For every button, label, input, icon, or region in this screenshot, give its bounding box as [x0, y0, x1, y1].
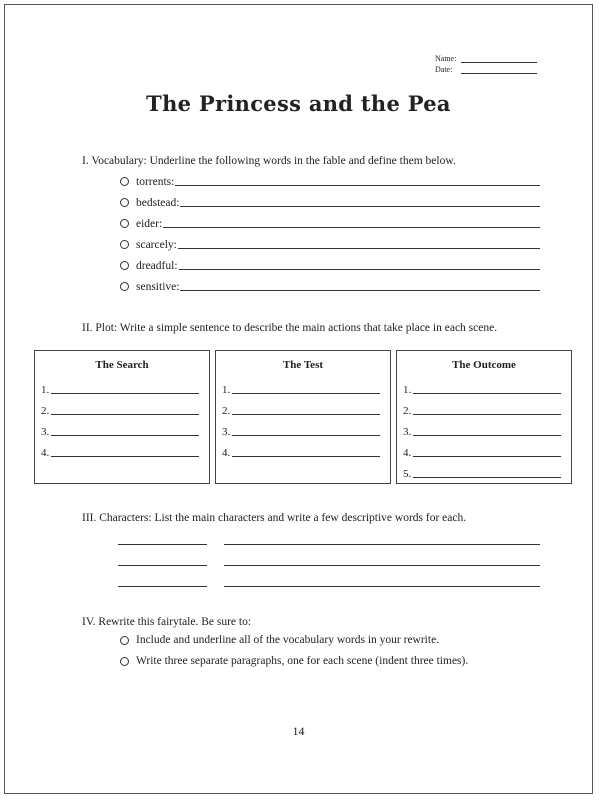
vocab-item-sensitive[interactable] — [120, 279, 540, 293]
vocabulary-heading: I. Vocabulary: Underline the following words in the fable and define them below. — [82, 155, 456, 167]
answer-line[interactable] — [232, 456, 380, 457]
answer-line[interactable] — [51, 456, 199, 457]
answer-line[interactable] — [51, 435, 199, 436]
definition-line[interactable] — [180, 290, 540, 291]
answer-line[interactable] — [413, 456, 561, 457]
character-description-line[interactable] — [224, 545, 540, 566]
rewrite-heading: IV. Rewrite this fairytale. Be sure to: — [82, 616, 252, 628]
circle-bullet-icon[interactable] — [120, 657, 129, 666]
circle-bullet-icon[interactable] — [120, 636, 129, 645]
name-line[interactable] — [461, 53, 537, 63]
definition-line[interactable] — [163, 227, 540, 228]
plot-line[interactable] — [403, 459, 571, 480]
worksheet-page — [4, 4, 593, 794]
character-name-line[interactable] — [118, 524, 207, 545]
plot-line[interactable] — [41, 396, 209, 417]
plot-box-title: The Outcome — [452, 359, 516, 371]
line-number: 3. — [41, 426, 50, 438]
line-number: 4. — [41, 447, 50, 459]
answer-line[interactable] — [232, 435, 380, 436]
definition-line[interactable] — [178, 248, 540, 249]
character-row — [118, 566, 540, 586]
line-number: 1. — [403, 384, 412, 396]
plot-box-outcome — [396, 350, 572, 484]
rewrite-instruction[interactable] — [120, 655, 468, 667]
name-field[interactable] — [435, 52, 537, 63]
answer-line[interactable] — [413, 393, 561, 394]
character-row — [118, 545, 540, 565]
page-title: The Princess and the Pea — [146, 91, 451, 116]
answer-line[interactable] — [413, 435, 561, 436]
circle-bullet-icon[interactable] — [120, 198, 129, 207]
date-line[interactable] — [461, 64, 537, 74]
answer-line[interactable] — [413, 477, 561, 478]
plot-box-title: The Test — [282, 359, 324, 371]
vocab-word: torrents: — [136, 176, 175, 188]
line-number: 1. — [222, 384, 231, 396]
character-name-line[interactable] — [118, 545, 207, 566]
plot-line[interactable] — [403, 417, 571, 438]
vocab-item-torrents[interactable] — [120, 174, 540, 188]
characters-heading: III. Characters: List the main characters and write a few descriptive words for each. — [82, 512, 467, 524]
line-number: 2. — [403, 405, 412, 417]
plot-line[interactable] — [222, 438, 390, 459]
rewrite-instruction[interactable] — [120, 634, 439, 646]
line-number: 4. — [222, 447, 231, 459]
definition-line[interactable] — [179, 269, 540, 270]
vocab-word: scarcely: — [136, 239, 177, 251]
date-field[interactable] — [435, 63, 537, 74]
plot-line[interactable] — [403, 438, 571, 459]
line-number: 5. — [403, 468, 412, 480]
plot-line[interactable] — [222, 417, 390, 438]
plot-line[interactable] — [222, 375, 390, 396]
circle-bullet-icon[interactable] — [120, 282, 129, 291]
plot-box-search — [34, 350, 210, 484]
line-number: 4. — [403, 447, 412, 459]
vocab-item-bedstead[interactable] — [120, 195, 540, 209]
vocab-word: eider: — [136, 218, 163, 230]
circle-bullet-icon[interactable] — [120, 261, 129, 270]
answer-line[interactable] — [51, 393, 199, 394]
answer-line[interactable] — [232, 414, 380, 415]
character-name-line[interactable] — [118, 566, 207, 587]
character-description-line[interactable] — [224, 524, 540, 545]
plot-heading: II. Plot: Write a simple sentence to describe the main actions that take place in each scene. — [82, 322, 498, 334]
name-date-fields — [435, 52, 537, 74]
line-number: 3. — [403, 426, 412, 438]
vocab-word: sensitive: — [136, 281, 180, 293]
vocab-word: dreadful: — [136, 260, 178, 272]
page-number: 14 — [292, 724, 305, 738]
line-number: 2. — [222, 405, 231, 417]
plot-line[interactable] — [403, 375, 571, 396]
vocab-item-eider[interactable] — [120, 216, 540, 230]
plot-line[interactable] — [41, 375, 209, 396]
line-number: 1. — [41, 384, 50, 396]
instruction-text: Write three separate paragraphs, one for each scene (indent three times). — [136, 655, 469, 667]
character-description-line[interactable] — [224, 566, 540, 587]
plot-line[interactable] — [222, 396, 390, 417]
plot-box-title: The Search — [95, 359, 149, 371]
circle-bullet-icon[interactable] — [120, 219, 129, 228]
answer-line[interactable] — [232, 393, 380, 394]
vocab-item-dreadful[interactable] — [120, 258, 540, 272]
definition-line[interactable] — [175, 185, 540, 186]
line-number: 2. — [41, 405, 50, 417]
character-row — [118, 524, 540, 544]
name-label: Name: — [435, 54, 457, 63]
date-label: Date: — [435, 65, 453, 74]
definition-line[interactable] — [180, 206, 540, 207]
plot-box-test — [215, 350, 391, 484]
plot-line[interactable] — [41, 438, 209, 459]
circle-bullet-icon[interactable] — [120, 177, 129, 186]
plot-line[interactable] — [41, 417, 209, 438]
vocab-word: bedstead: — [136, 197, 180, 209]
answer-line[interactable] — [51, 414, 199, 415]
vocab-item-scarcely[interactable] — [120, 237, 540, 251]
answer-line[interactable] — [413, 414, 561, 415]
plot-line[interactable] — [403, 396, 571, 417]
circle-bullet-icon[interactable] — [120, 240, 129, 249]
line-number: 3. — [222, 426, 231, 438]
instruction-text: Include and underline all of the vocabulary words in your rewrite. — [136, 634, 440, 646]
